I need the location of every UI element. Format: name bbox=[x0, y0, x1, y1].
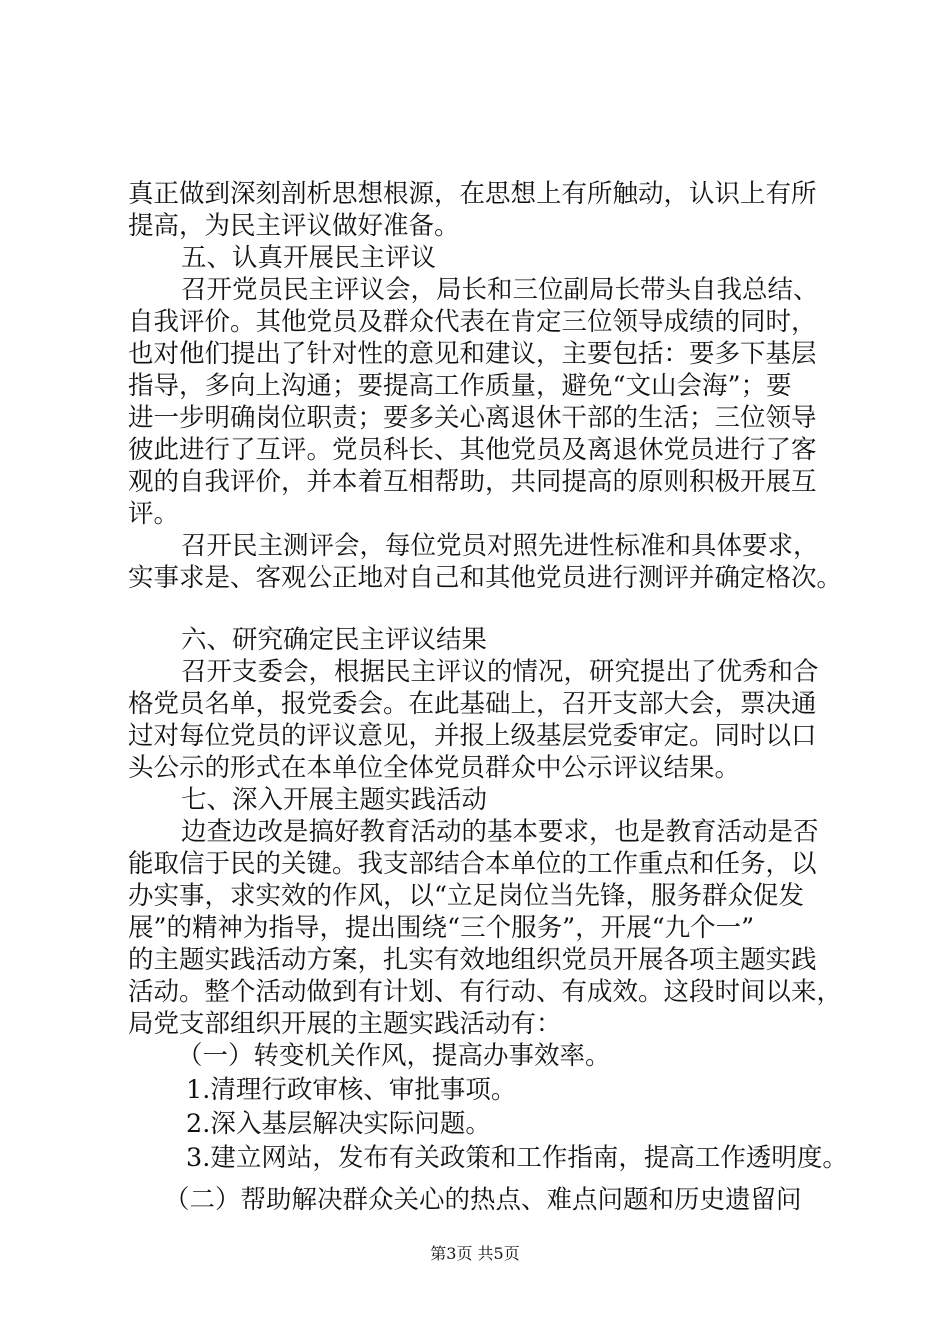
section-heading-7: 七、深入开展主题实践活动 bbox=[181, 785, 488, 815]
text-line-23: 展”的精神为指导，提出围绕“三个服务”，开展“九个一” bbox=[128, 913, 755, 943]
subsection-heading-2: （二）帮助解决群众关心的热点、难点问题和历史遗留问 bbox=[164, 1185, 802, 1215]
list-item-2: 2.深入基层解决实际问题。 bbox=[186, 1109, 491, 1139]
text-line-17: 过对每位党员的评议意见，并报上级基层党委审定。同时以口 bbox=[128, 721, 817, 751]
text-line-12: 召开民主测评会，每位党员对照先进性标准和具体要求， bbox=[181, 531, 819, 561]
section-heading-6: 六、研究确定民主评议结果 bbox=[181, 625, 488, 655]
text-line-10: 观的自我评价，并本着互相帮助，共同提高的原则积极开展互 bbox=[128, 467, 817, 497]
list-item-1: 1.清理行政审核、审批事项。 bbox=[186, 1075, 517, 1105]
text-line-5: 自我评价。其他党员及群众代表在肯定三位领导成绩的同时， bbox=[128, 307, 817, 337]
text-line-22: 办实事，求实效的作风，以“立足岗位当先锋，服务群众促发 bbox=[128, 881, 805, 911]
text-line-1: 真正做到深刻剖析思想根源，在思想上有所触动，认识上有所 bbox=[128, 179, 817, 209]
page-footer: 第3页 共5页 bbox=[430, 1244, 520, 1263]
text-line-15: 召开支委会，根据民主评议的情况，研究提出了优秀和合 bbox=[181, 657, 819, 687]
subsection-heading-1: （一）转变机关作风，提高办事效率。 bbox=[177, 1041, 611, 1071]
text-line-4: 召开党员民主评议会，局长和三位副局长带头自我总结、 bbox=[181, 275, 819, 305]
text-line-7: 指导，多向上沟通；要提高工作质量，避免“文山会海”；要 bbox=[128, 371, 792, 401]
text-line-21: 能取信于民的关键。我支部结合本单位的工作重点和任务，以 bbox=[128, 849, 817, 879]
text-line-16: 格党员名单，报党委会。在此基础上，召开支部大会，票决通 bbox=[128, 689, 817, 719]
text-line-13: 实事求是、客观公正地对自己和其他党员进行测评并确定格次。 bbox=[128, 563, 843, 593]
text-line-18: 头公示的形式在本单位全体党员群众中公示评议结果。 bbox=[128, 753, 741, 783]
text-line-6: 也对他们提出了针对性的意见和建议，主要包括：要多下基层 bbox=[128, 339, 817, 369]
text-line-9: 彼此进行了互评。党员科长、其他党员及离退休党员进行了客 bbox=[128, 435, 817, 465]
list-item-3: 3.建立网站，发布有关政策和工作指南，提高工作透明度。 bbox=[186, 1143, 848, 1173]
text-line-24: 的主题实践活动方案，扎实有效地组织党员开展各项主题实践 bbox=[128, 945, 817, 975]
section-heading-5: 五、认真开展民主评议 bbox=[181, 243, 437, 273]
text-line-26: 局党支部组织开展的主题实践活动有： bbox=[128, 1009, 562, 1039]
text-line-25: 活动。整个活动做到有计划、有行动、有成效。这段时间以来， bbox=[128, 977, 843, 1007]
text-line-2: 提高，为民主评议做好准备。 bbox=[128, 211, 460, 241]
text-line-20: 边查边改是搞好教育活动的基本要求，也是教育活动是否 bbox=[181, 817, 819, 847]
text-line-11: 评。 bbox=[128, 499, 180, 529]
text-line-8: 进一步明确岗位职责；要多关心离退休干部的生活；三位领导 bbox=[128, 403, 817, 433]
